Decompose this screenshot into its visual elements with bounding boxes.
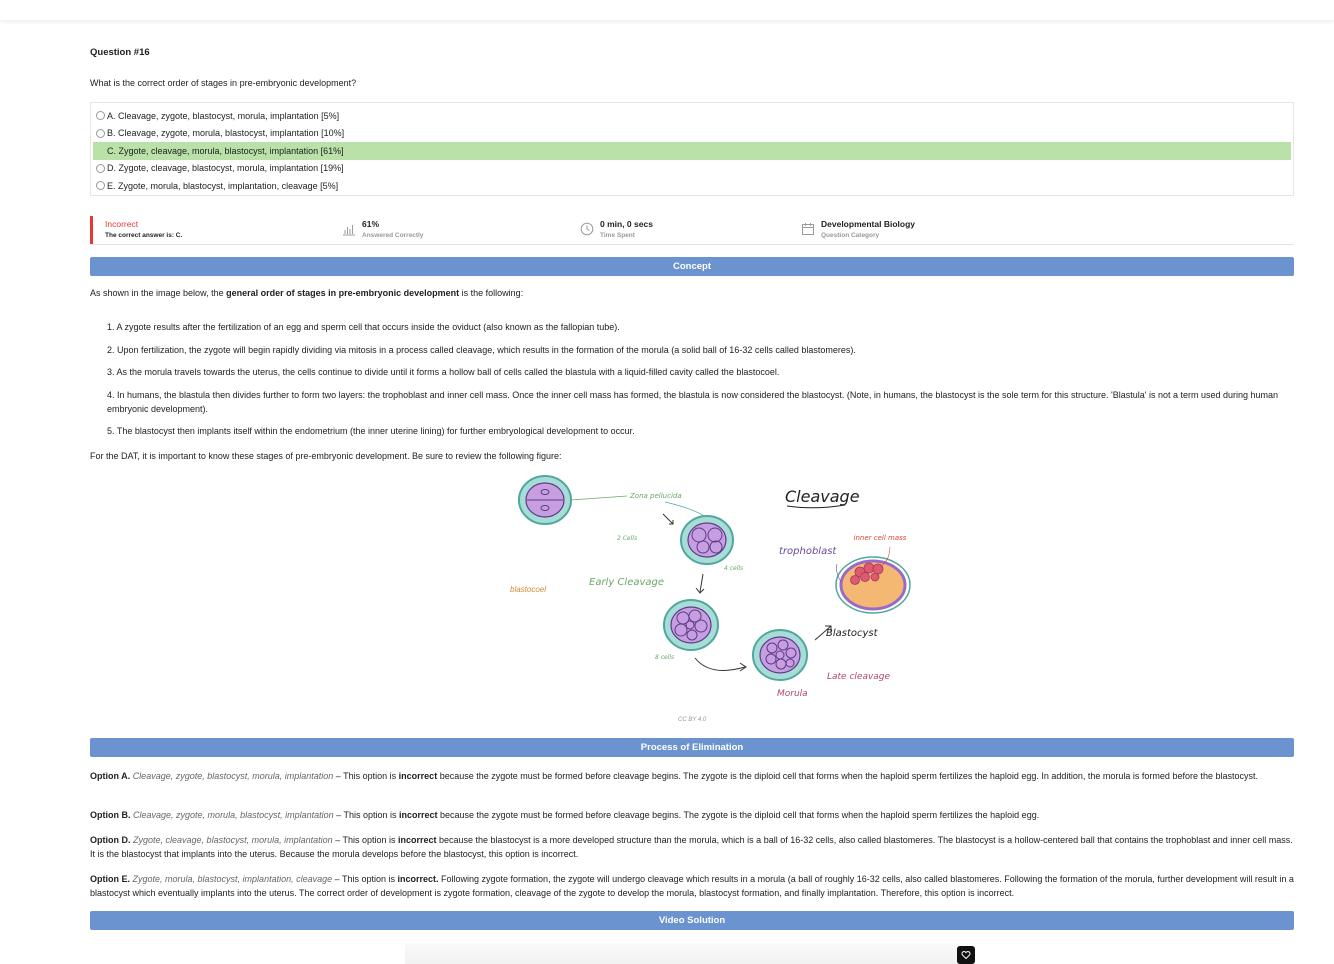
- incorrect-indicator: [90, 216, 93, 244]
- intro-text-end: is the following:: [459, 288, 524, 298]
- figure-credit: CC BY 4.0: [678, 717, 707, 723]
- question-number: Question #16: [90, 47, 150, 58]
- blastocoel-label-wrap: [510, 584, 570, 598]
- option-sequence: Cleavage, zygote, morula, blastocyst, implantation: [133, 810, 334, 820]
- option-sequence: Zygote, cleavage, blastocyst, morula, implantation: [133, 835, 333, 845]
- option-sequence: Cleavage, zygote, blastocyst, morula, implantation: [132, 771, 334, 781]
- category-label: Question Category: [821, 232, 880, 239]
- category-value: Developmental Biology: [821, 219, 915, 229]
- time-label: Time Spent: [600, 232, 635, 239]
- answered-label: Answered Correctly: [362, 232, 424, 239]
- dat-note: For the DAT, it is important to know these stages of pre-embryonic development. Be sure to review the following figure:: [90, 451, 562, 461]
- question-text: What is the correct order of stages in pre-embryonic development?: [90, 78, 357, 88]
- elimination-item: [90, 769, 1294, 783]
- calendar-icon: [801, 222, 815, 236]
- option-d[interactable]: [93, 160, 1291, 178]
- two-cells-label: 2 Cells: [617, 535, 638, 542]
- elim-reason: Following zygote formation, the zygote will undergo cleavage which results in a morula (a ball of roughly 16-32 cells, also called blastomeres. Following the formation of the morula, further development will result in a blastocyst which eventually implants into the uterus. The correct order of development is zygote formation, cleavage of the zygote to develop the morula, blastocyst formation, and finally implantation. Therefore, this option is incorrect.: [90, 874, 1294, 898]
- intro-bold: general order of stages in pre-embryonic development: [226, 288, 460, 298]
- option-tag: Option B.: [90, 810, 131, 820]
- eight-cells-label: 8 cells: [655, 654, 675, 661]
- category-stat: [801, 219, 915, 241]
- option-label: C. Zygote, cleavage, morula, blastocyst, implantation [61%]: [107, 145, 344, 156]
- option-tag: Option E.: [90, 874, 130, 884]
- elim-reason: because the zygote must be formed before cleavage begins. The zygote is the diploid cell that forms when the haploid sperm fertilizes the haploid egg.: [437, 810, 1040, 820]
- blastocoel-label: blastocoel: [510, 585, 547, 594]
- option-label: D. Zygote, cleavage, blastocyst, morula, implantation [19%]: [107, 163, 344, 174]
- option-label: E. Zygote, morula, blastocyst, implantation, cleavage [5%]: [107, 180, 339, 191]
- elim-verdict: incorrect.: [397, 874, 439, 884]
- elim-reason: because the zygote must be formed before cleavage begins. The zygote is the diploid cell that forms when the haploid sperm fertilizes the haploid egg. In addition, the morula is formed before the blastocyst.: [437, 771, 1258, 781]
- concept-step: 3. As the morula travels towards the uterus, the cells continue to divide until it forms a hollow ball of cells called the blastula with a liquid-filled cavity called the blastocoel.: [107, 367, 780, 377]
- radio-icon[interactable]: [96, 129, 105, 138]
- elimination-item: [90, 833, 1294, 861]
- concept-step: 1. A zygote results after the fertilization of an egg and sperm cell that occurs inside the oviduct (also known as the fallopian tube).: [107, 322, 620, 332]
- result-label: The correct answer is: C.: [105, 232, 183, 239]
- trophoblast-label: trophoblast: [779, 546, 837, 557]
- video-player[interactable]: [405, 944, 965, 964]
- answered-stat: [342, 219, 423, 241]
- blastocyst-label: Blastocyst: [826, 628, 878, 639]
- result-stat: [105, 219, 182, 241]
- answered-value: 61%: [362, 219, 380, 229]
- option-a[interactable]: [93, 107, 1291, 125]
- option-b[interactable]: [93, 125, 1291, 143]
- concept-step: 5. The blastocyst then implants itself within the endometrium (the inner uterine lining) for further embryological development to occur.: [107, 426, 635, 436]
- four-cells-label: 4 cells: [724, 565, 744, 572]
- concept-step: 4. In humans, the blastula then divides further to form two layers: the trophoblast and inner cell mass. Once the inner cell mass has formed, the blastula is now considered the blastocyst. (Note, in humans, the blastocyst is the sole term for this structure. 'Blastula' is not a term used during human embryonic development).: [107, 390, 1279, 414]
- zona-label: Zona pellucida: [630, 492, 682, 500]
- concept-step: 2. Upon fertilization, the zygote will begin rapidly dividing via mitosis in a process called cleavage, which results in the formation of the morula (a solid ball of 16-32 cells called blastomeres).: [107, 345, 856, 355]
- elimination-item: [90, 872, 1294, 900]
- elim-text: – This option is: [333, 810, 399, 820]
- option-sequence: Zygote, morula, blastocyst, implantation, cleavage: [132, 874, 333, 884]
- option-e[interactable]: [93, 177, 1291, 195]
- clock-icon: [580, 222, 594, 236]
- time-value: 0 min, 0 secs: [600, 219, 653, 229]
- option-c[interactable]: [93, 142, 1291, 160]
- elim-text: – This option is: [332, 835, 398, 845]
- radio-icon[interactable]: [96, 181, 105, 190]
- intro-text: As shown in the image below, the: [90, 288, 227, 298]
- morula-label: Morula: [777, 689, 808, 699]
- elimination-header: Process of Elimination: [90, 738, 1294, 757]
- option-label: A. Cleavage, zygote, blastocyst, morula, implantation [5%]: [107, 110, 340, 121]
- top-bar: [0, 0, 1334, 20]
- elim-reason: because the blastocyst is a more developed structure than the morula, which is a ball of 16-32 cells, also called blastomeres. The blastocyst is a hollow-centered ball that contains the trophoblast and inner cell mass. It is the blastocyst that implants into the uterus. Because the morula develops before the blastocyst, this option is incorrect.: [90, 835, 1293, 859]
- elim-verdict: incorrect: [398, 835, 437, 845]
- early-label: Early Cleavage: [589, 577, 665, 588]
- concept-intro: [90, 287, 523, 301]
- elim-text: – This option is: [332, 874, 398, 884]
- bar-chart-icon: [342, 222, 356, 236]
- inner-label: inner cell mass: [853, 534, 907, 542]
- elim-verdict: incorrect: [398, 771, 438, 781]
- late-label: Late cleavage: [827, 672, 891, 682]
- time-stat: [580, 219, 653, 241]
- option-label: B. Cleavage, zygote, morula, blastocyst, implantation [10%]: [107, 128, 345, 139]
- video-header: Video Solution: [90, 911, 1294, 930]
- result-value: Incorrect: [105, 219, 139, 229]
- elim-text: – This option is: [333, 771, 399, 781]
- concept-header: Concept: [90, 257, 1294, 276]
- radio-icon[interactable]: [96, 164, 105, 173]
- heart-icon: [961, 950, 971, 960]
- elim-verdict: incorrect: [399, 810, 438, 820]
- radio-icon[interactable]: [96, 111, 105, 120]
- elimination-item: [90, 808, 1294, 822]
- answer-options: [90, 102, 1294, 196]
- option-tag: Option A.: [90, 771, 131, 781]
- option-tag: Option D.: [90, 835, 131, 845]
- result-stats: [90, 216, 1294, 245]
- favorite-button[interactable]: [957, 946, 975, 964]
- figure-title: Cleavage: [785, 487, 860, 506]
